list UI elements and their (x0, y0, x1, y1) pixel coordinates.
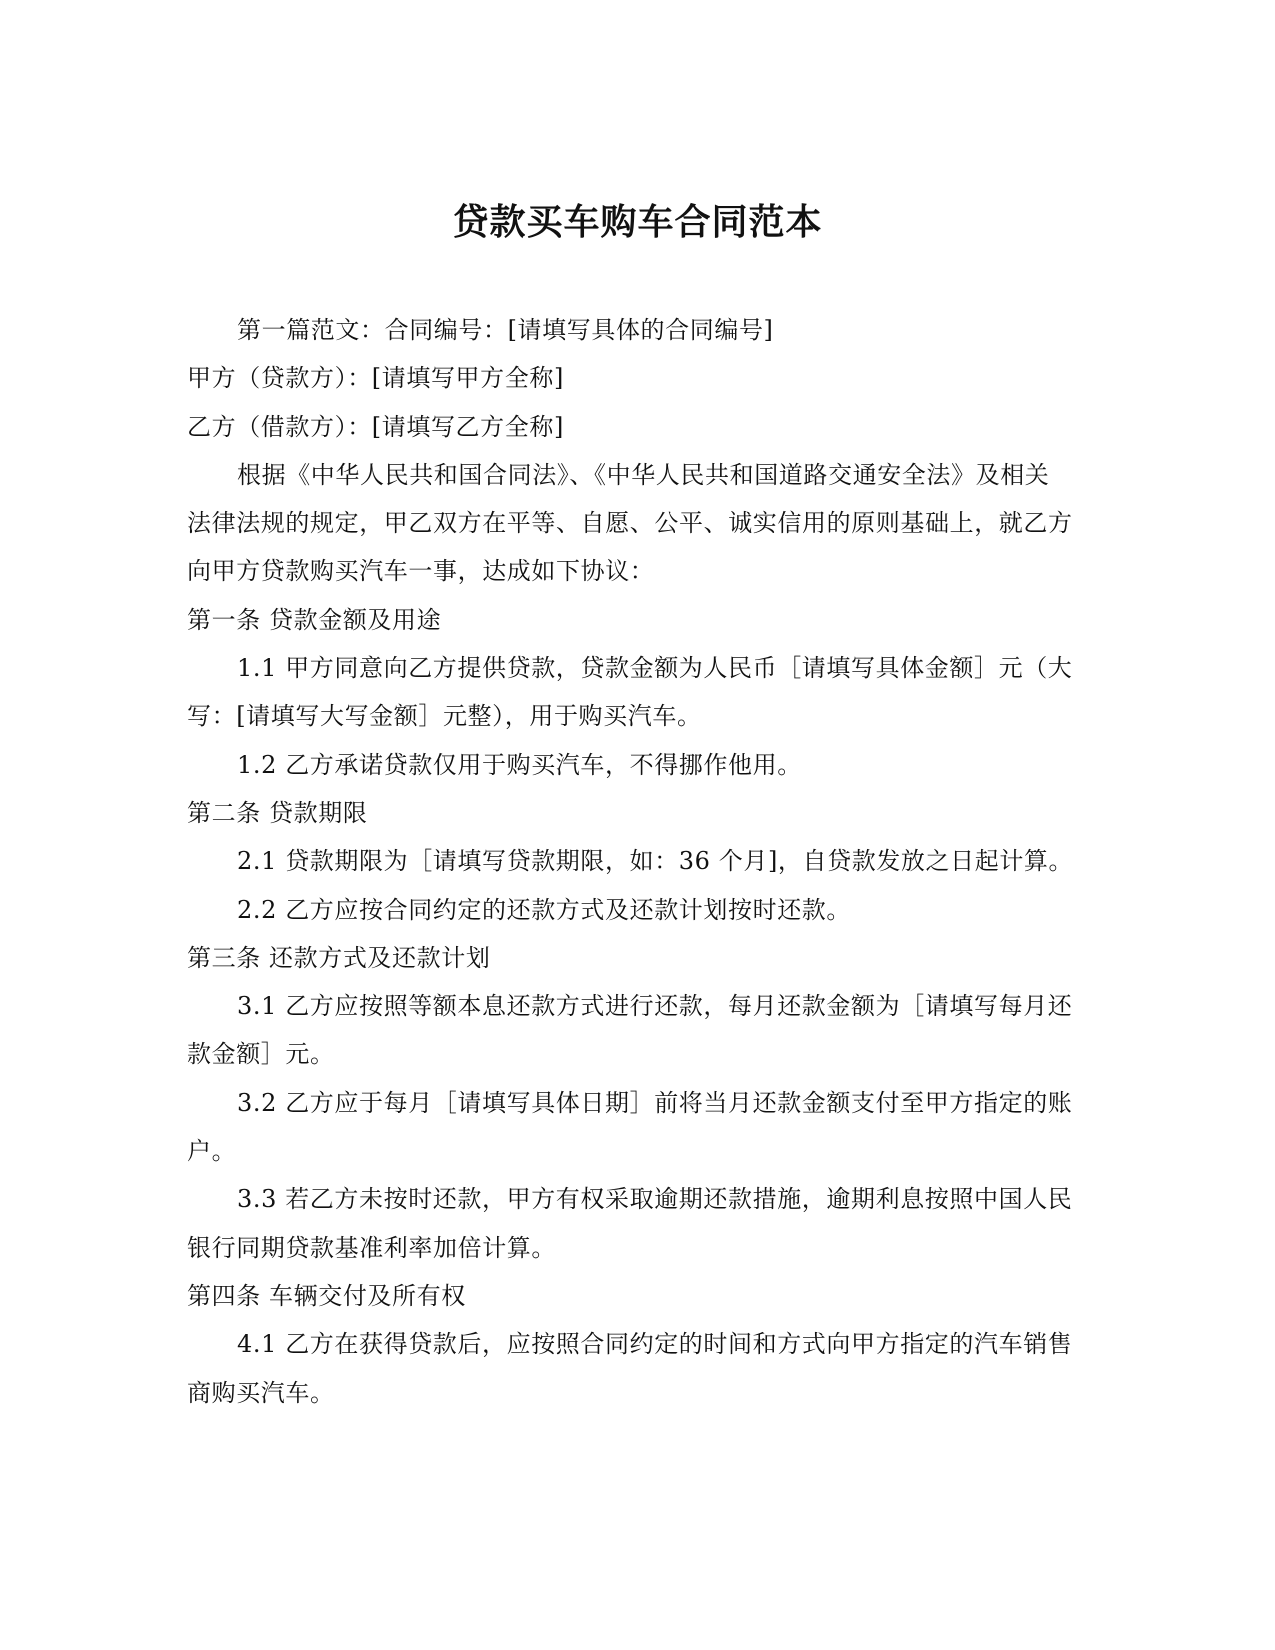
clause-line: 2.2 乙方应按合同约定的还款方式及还款计划按时还款。 (237, 895, 851, 924)
clause-line: 3.1 乙方应按照等额本息还款方式进行还款，每月还款金额为［请填写每月还 (237, 992, 1073, 1021)
article-heading: 第三条 还款方式及还款计划 (187, 943, 491, 972)
preamble-line: 法律法规的规定，甲乙双方在平等、自愿、公平、诚实信用的原则基础上，就乙方 (187, 509, 1073, 538)
clause-line: 银行同期贷款基准利率加倍计算。 (187, 1233, 556, 1262)
preamble-line: 根据《中华人民共和国合同法》、《中华人民共和国道路交通安全法》及相关 (237, 460, 1050, 489)
clause-line: 款金额］元。 (187, 1040, 335, 1069)
document-title: 贷款买车购车合同范本 (452, 201, 823, 243)
clause-line: 1.1 甲方同意向乙方提供贷款，贷款金额为人民币［请填写具体金额］元（大 (237, 654, 1073, 683)
party-a-line: 甲方（贷款方）：[请填写甲方全称] (187, 364, 564, 393)
clause-line: 3.3 若乙方未按时还款，甲方有权采取逾期还款措施，逾期利息按照中国人民 (237, 1185, 1073, 1214)
clause-line: 4.1 乙方在获得贷款后，应按照合同约定的时间和方式向甲方指定的汽车销售 (237, 1330, 1073, 1359)
clause-line: 写：[请填写大写金额］元整），用于购买汽车。 (187, 702, 702, 731)
clause-line: 商购买汽车。 (187, 1378, 335, 1407)
clause-line: 2.1 贷款期限为［请填写贷款期限，如：36 个月]，自贷款发放之日起计算。 (237, 847, 1074, 876)
clause-line: 3.2 乙方应于每月［请填写具体日期］前将当月还款金额支付至甲方指定的账 (237, 1088, 1073, 1117)
article-heading: 第四条 车辆交付及所有权 (187, 1281, 466, 1310)
party-b-line: 乙方（借款方）：[请填写乙方全称] (187, 412, 564, 441)
contract-number-line: 第一篇范文：合同编号：[请填写具体的合同编号] (237, 316, 774, 344)
preamble-line: 向甲方贷款购买汽车一事，达成如下协议： (187, 557, 655, 586)
document-body (187, 306, 1085, 1417)
clause-line: 1.2 乙方承诺贷款仅用于购买汽车，不得挪作他用。 (237, 750, 802, 779)
article-heading: 第一条 贷款金额及用途 (187, 605, 442, 634)
clause-line: 户。 (187, 1137, 237, 1166)
article-heading: 第二条 贷款期限 (187, 798, 368, 827)
